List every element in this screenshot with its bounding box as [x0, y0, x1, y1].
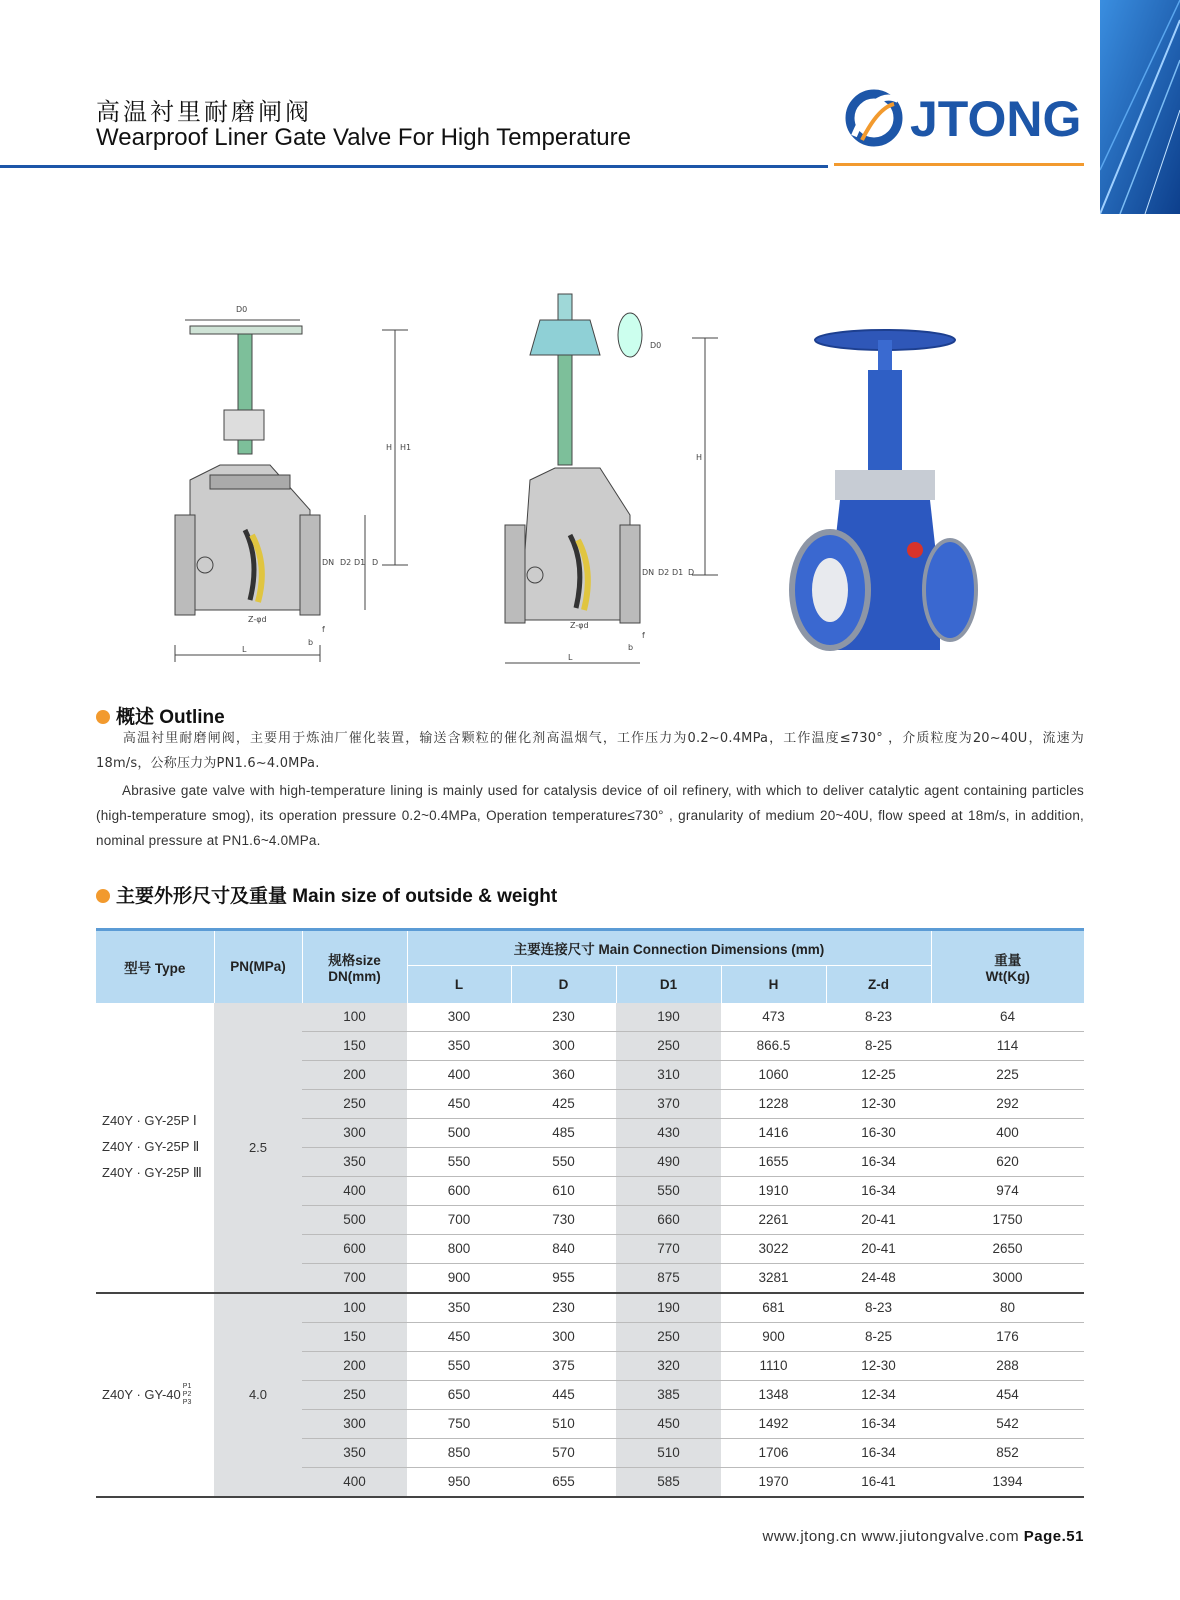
table-cell: 64 — [931, 1003, 1084, 1032]
table-cell: 750 — [407, 1409, 511, 1438]
table-cell: 12-34 — [826, 1380, 931, 1409]
table-cell: 500 — [407, 1118, 511, 1147]
table-cell: 1492 — [721, 1409, 826, 1438]
table-cell: 550 — [407, 1147, 511, 1176]
bullet-dot-icon — [96, 710, 110, 724]
label-d2-mid: D2 — [658, 568, 670, 577]
table-cell: 550 — [407, 1351, 511, 1380]
table-cell: 850 — [407, 1438, 511, 1467]
table-cell: 375 — [511, 1351, 616, 1380]
table-cell: 570 — [511, 1438, 616, 1467]
pn-cell: 4.0 — [214, 1293, 302, 1497]
spec-table — [96, 928, 1084, 1498]
handwheel-valve-drawing — [175, 320, 408, 662]
table-cell: 400 — [302, 1467, 407, 1497]
brand-logo — [834, 78, 1084, 160]
col-l: L — [407, 966, 511, 1003]
table-cell: 655 — [511, 1467, 616, 1497]
bullet-dot-icon — [96, 889, 110, 903]
label-b-left: b — [308, 638, 314, 647]
table-cell: 288 — [931, 1351, 1084, 1380]
col-dims: 主要连接尺寸 Main Connection Dimensions (mm) — [407, 930, 931, 966]
outline-en: Abrasive gate valve with high-temperature lining is mainly used for catalysis device of oil refinery, with which to deliver catalytic agent containing particles (high-temperature smog), its operation pressure 0.2~0.4MPa, Operation temperature≤730° , granularity of medium 20~40U, flow speed at 18m/s, in addition, nominal pressure at PN1.6~4.0MPa. — [96, 783, 1084, 848]
header-rule-orange — [834, 163, 1084, 166]
table-cell: 1416 — [721, 1118, 826, 1147]
page-title-en: Wearproof Liner Gate Valve For High Temperature — [96, 124, 631, 151]
table-cell: 730 — [511, 1205, 616, 1234]
table-cell: 16-30 — [826, 1118, 931, 1147]
table-cell: 1060 — [721, 1060, 826, 1089]
table-cell: 300 — [511, 1322, 616, 1351]
table-row — [96, 1293, 1084, 1323]
type-label: Z40Y · GY-25P Ⅲ — [102, 1165, 202, 1180]
table-cell: 8-25 — [826, 1322, 931, 1351]
table-cell: 300 — [302, 1118, 407, 1147]
table-cell: 510 — [511, 1409, 616, 1438]
table-cell: 8-23 — [826, 1003, 931, 1032]
table-cell: 190 — [616, 1293, 721, 1323]
table-cell: 3000 — [931, 1263, 1084, 1293]
table-cell: 16-41 — [826, 1467, 931, 1497]
brand-name: JTONG — [910, 91, 1082, 147]
label-d0-left: D0 — [236, 305, 248, 314]
label-dn-left: DN — [322, 558, 335, 567]
label-b-mid: b — [628, 643, 634, 652]
table-cell: 2650 — [931, 1234, 1084, 1263]
pn-cell: 2.5 — [214, 1003, 302, 1293]
table-cell: 225 — [931, 1060, 1084, 1089]
table-row — [96, 1003, 1084, 1032]
label-f-left: f — [322, 625, 325, 634]
table-cell: 350 — [302, 1438, 407, 1467]
table-cell: 450 — [616, 1409, 721, 1438]
table-cell: 150 — [302, 1031, 407, 1060]
label-h-left: H — [386, 443, 393, 452]
table-cell: 430 — [616, 1118, 721, 1147]
type-label: Z40Y · GY-25P Ⅱ — [102, 1139, 200, 1154]
table-cell: 1910 — [721, 1176, 826, 1205]
label-d-left: D — [372, 558, 379, 567]
table-cell: 1970 — [721, 1467, 826, 1497]
table-cell: 974 — [931, 1176, 1084, 1205]
table-cell: 950 — [407, 1467, 511, 1497]
table-cell: 16-34 — [826, 1147, 931, 1176]
table-cell: 510 — [616, 1438, 721, 1467]
page-footer — [763, 1528, 1085, 1545]
type-sub-label: P1 P2 P3 — [182, 1383, 192, 1407]
label-d0-mid: D0 — [650, 341, 662, 350]
table-cell: 190 — [616, 1003, 721, 1032]
table-cell: 370 — [616, 1089, 721, 1118]
label-f-mid: f — [642, 631, 645, 640]
col-d: D — [511, 966, 616, 1003]
table-cell: 550 — [616, 1176, 721, 1205]
table-cell: 16-34 — [826, 1176, 931, 1205]
page-title-zh: 高温衬里耐磨闸阀 — [96, 98, 312, 126]
table-cell: 490 — [616, 1147, 721, 1176]
label-h1-left: H1 — [400, 443, 412, 452]
table-cell: 3281 — [721, 1263, 826, 1293]
table-cell: 600 — [302, 1234, 407, 1263]
table-cell: 800 — [407, 1234, 511, 1263]
label-dn-mid: DN — [642, 568, 655, 577]
group2-body — [96, 1293, 1084, 1497]
table-cell: 1348 — [721, 1380, 826, 1409]
col-pn: PN(MPa) — [214, 930, 302, 1003]
table-cell: 1110 — [721, 1351, 826, 1380]
table-cell: 955 — [511, 1263, 616, 1293]
label-l-mid: L — [568, 653, 573, 662]
table-cell: 650 — [407, 1380, 511, 1409]
table-cell: 230 — [511, 1003, 616, 1032]
table-cell: 360 — [511, 1060, 616, 1089]
table-cell: 176 — [931, 1322, 1084, 1351]
table-cell: 8-23 — [826, 1293, 931, 1323]
table-cell: 852 — [931, 1438, 1084, 1467]
table-cell: 450 — [407, 1089, 511, 1118]
label-d2-left: D2 — [340, 558, 352, 567]
col-type: 型号 Type — [96, 930, 214, 1003]
table-cell: 12-30 — [826, 1351, 931, 1380]
table-cell: 400 — [302, 1176, 407, 1205]
table-cell: 80 — [931, 1293, 1084, 1323]
table-cell: 200 — [302, 1060, 407, 1089]
table-cell: 900 — [407, 1263, 511, 1293]
table-cell: 770 — [616, 1234, 721, 1263]
table-cell: 900 — [721, 1322, 826, 1351]
table-cell: 200 — [302, 1351, 407, 1380]
col-h: H — [721, 966, 826, 1003]
table-cell: 1706 — [721, 1438, 826, 1467]
table-cell: 600 — [407, 1176, 511, 1205]
table-cell: 320 — [616, 1351, 721, 1380]
table-cell: 681 — [721, 1293, 826, 1323]
table-heading: 主要外形尺寸及重量 Main size of outside & weight — [96, 881, 557, 908]
table-cell: 454 — [931, 1380, 1084, 1409]
table-cell: 250 — [616, 1031, 721, 1060]
table-cell: 292 — [931, 1089, 1084, 1118]
table-cell: 250 — [616, 1322, 721, 1351]
table-cell: 585 — [616, 1467, 721, 1497]
table-cell: 100 — [302, 1003, 407, 1032]
type-cell — [96, 1003, 214, 1293]
type-cell — [96, 1293, 214, 1497]
table-cell: 875 — [616, 1263, 721, 1293]
outline-heading: 概述 Outline — [96, 702, 225, 729]
table-cell: 100 — [302, 1293, 407, 1323]
col-zd: Z-d — [826, 966, 931, 1003]
table-cell: 20-41 — [826, 1234, 931, 1263]
table-cell: 350 — [407, 1293, 511, 1323]
header-rule-blue — [0, 165, 828, 168]
col-size: 规格size DN(mm) — [302, 930, 407, 1003]
type-label: Z40Y · GY-25P Ⅰ — [102, 1113, 197, 1128]
table-cell: 450 — [407, 1322, 511, 1351]
table-cell: 550 — [511, 1147, 616, 1176]
table-cell: 485 — [511, 1118, 616, 1147]
table-cell: 700 — [407, 1205, 511, 1234]
label-zd-mid: Z-φd — [570, 621, 589, 630]
table-cell: 20-41 — [826, 1205, 931, 1234]
table-cell: 425 — [511, 1089, 616, 1118]
label-d1-left: D1 — [354, 558, 366, 567]
table-cell: 400 — [931, 1118, 1084, 1147]
table-cell: 16-34 — [826, 1438, 931, 1467]
table-cell: 350 — [407, 1031, 511, 1060]
label-zd-left: Z-φd — [248, 615, 267, 624]
table-cell: 12-30 — [826, 1089, 931, 1118]
table-cell: 250 — [302, 1380, 407, 1409]
table-cell: 1655 — [721, 1147, 826, 1176]
table-cell: 866.5 — [721, 1031, 826, 1060]
type-label: Z40Y · GY-40 — [102, 1386, 181, 1402]
table-cell: 3022 — [721, 1234, 826, 1263]
valve-drawings — [150, 290, 1030, 690]
table-cell: 620 — [931, 1147, 1084, 1176]
table-cell: 250 — [302, 1089, 407, 1118]
label-d-mid: D — [688, 568, 695, 577]
table-cell: 150 — [302, 1322, 407, 1351]
table-cell: 114 — [931, 1031, 1084, 1060]
col-weight: 重量 Wt(Kg) — [931, 930, 1084, 1003]
table-cell: 300 — [511, 1031, 616, 1060]
table-cell: 12-25 — [826, 1060, 931, 1089]
table-cell: 445 — [511, 1380, 616, 1409]
label-l-left: L — [242, 645, 247, 654]
table-cell: 2261 — [721, 1205, 826, 1234]
table-cell: 473 — [721, 1003, 826, 1032]
table-cell: 500 — [302, 1205, 407, 1234]
label-h-mid: H — [696, 453, 703, 462]
col-d1: D1 — [616, 966, 721, 1003]
corner-decoration — [1100, 0, 1180, 214]
table-cell: 542 — [931, 1409, 1084, 1438]
table-cell: 700 — [302, 1263, 407, 1293]
table-cell: 1750 — [931, 1205, 1084, 1234]
page-number: Page.51 — [1023, 1528, 1084, 1545]
label-d1-mid: D1 — [672, 568, 684, 577]
gate-valve-photo — [792, 330, 976, 650]
table-cell: 400 — [407, 1060, 511, 1089]
table-cell: 350 — [302, 1147, 407, 1176]
table-cell: 8-25 — [826, 1031, 931, 1060]
table-cell: 385 — [616, 1380, 721, 1409]
table-cell: 310 — [616, 1060, 721, 1089]
table-cell: 300 — [302, 1409, 407, 1438]
footer-sites: www.jtong.cn www.jiutongvalve.com — [762, 1528, 1020, 1545]
table-cell: 610 — [511, 1176, 616, 1205]
table-cell: 16-34 — [826, 1409, 931, 1438]
table-cell: 230 — [511, 1293, 616, 1323]
table-cell: 300 — [407, 1003, 511, 1032]
table-cell: 24-48 — [826, 1263, 931, 1293]
table-cell: 1228 — [721, 1089, 826, 1118]
table-cell: 1394 — [931, 1467, 1084, 1497]
table-cell: 660 — [616, 1205, 721, 1234]
group1-body — [96, 1003, 1084, 1293]
outline-zh: 高温衬里耐磨闸阀，主要用于炼油厂催化装置，输送含颗粒的催化剂高温烟气，工作压力为0.2~0.4MPa，工作温度≤730° ，介质粒度为20~40U，流速为18m/s，公称压力为PN1.6~4.0MPa. — [96, 731, 1084, 771]
gearbox-valve-drawing — [505, 294, 718, 663]
logo-swirl-icon — [850, 94, 898, 142]
table-cell: 840 — [511, 1234, 616, 1263]
